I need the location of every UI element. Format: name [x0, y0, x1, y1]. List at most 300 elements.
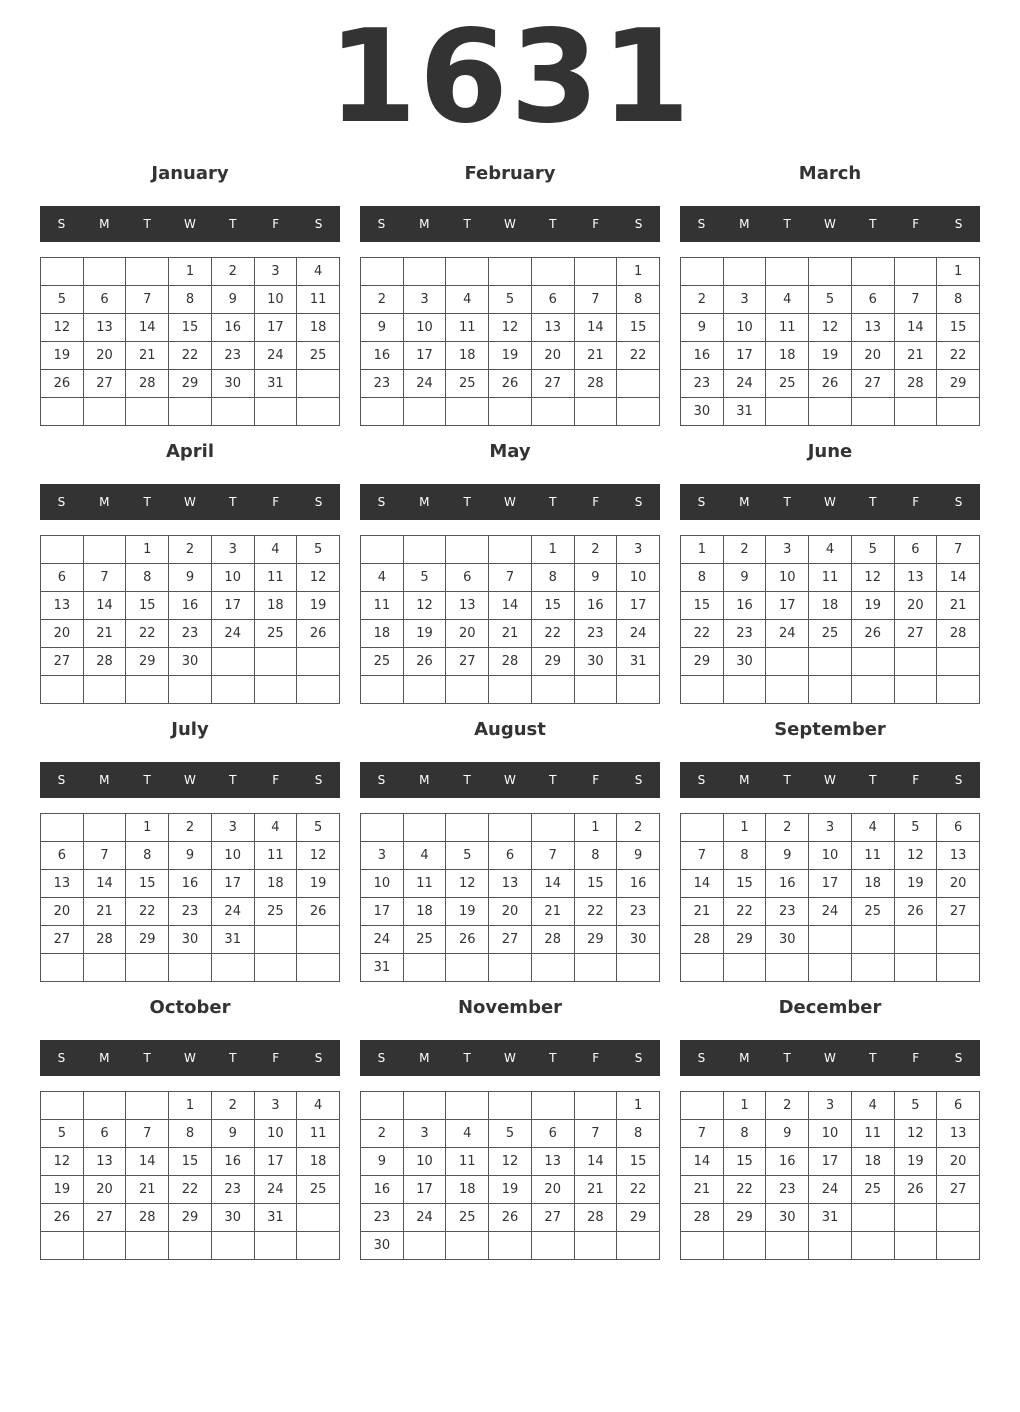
day-cell: 30 [169, 648, 212, 676]
day-cell: 25 [255, 620, 298, 648]
empty-day-cell [169, 1232, 212, 1260]
day-cell: 6 [84, 286, 127, 314]
day-cell: 23 [724, 620, 767, 648]
empty-day-cell [766, 676, 809, 704]
days-grid [360, 813, 660, 982]
weekday-label: F [912, 495, 920, 509]
days-grid [680, 1091, 980, 1260]
day-cell: 26 [489, 370, 532, 398]
day-cell: 17 [809, 870, 852, 898]
weekday-label: F [272, 773, 280, 787]
day-cell: 13 [895, 564, 938, 592]
weekday-label: S [954, 1051, 963, 1065]
day-cell: 20 [532, 1176, 575, 1204]
day-cell: 23 [361, 370, 404, 398]
empty-day-cell [404, 1092, 447, 1120]
day-cell: 14 [532, 870, 575, 898]
day-cell: 5 [41, 1120, 84, 1148]
weekday-label: S [634, 217, 643, 231]
day-cell: 9 [361, 1148, 404, 1176]
empty-day-cell [681, 954, 724, 982]
empty-day-cell [852, 954, 895, 982]
empty-day-cell [41, 536, 84, 564]
empty-day-cell [212, 398, 255, 426]
empty-day-cell [404, 954, 447, 982]
day-cell: 25 [404, 926, 447, 954]
day-cell: 1 [575, 814, 618, 842]
day-cell: 11 [297, 1120, 340, 1148]
day-cell: 29 [681, 648, 724, 676]
empty-day-cell [766, 648, 809, 676]
weekday-label: M [99, 495, 110, 509]
day-cell: 7 [681, 842, 724, 870]
month-october [40, 990, 340, 1260]
month-december [680, 990, 980, 1260]
weekday-label: S [314, 217, 323, 231]
empty-day-cell [255, 648, 298, 676]
day-cell: 14 [126, 1148, 169, 1176]
day-cell: 19 [852, 592, 895, 620]
empty-day-cell [937, 926, 980, 954]
day-cell: 8 [724, 842, 767, 870]
weekday-label: F [912, 773, 920, 787]
day-cell: 2 [169, 814, 212, 842]
day-cell: 7 [895, 286, 938, 314]
day-cell: 2 [724, 536, 767, 564]
day-cell: 14 [84, 592, 127, 620]
day-cell: 11 [255, 564, 298, 592]
day-cell: 23 [169, 620, 212, 648]
year-title: 1631 [327, 3, 693, 152]
empty-day-cell [937, 398, 980, 426]
empty-day-cell [617, 676, 660, 704]
day-cell: 5 [809, 286, 852, 314]
empty-day-cell [681, 258, 724, 286]
day-cell: 26 [41, 1204, 84, 1232]
empty-day-cell [809, 398, 852, 426]
empty-day-cell [41, 1232, 84, 1260]
weekday-header [680, 206, 980, 242]
empty-day-cell [361, 258, 404, 286]
weekday-label: W [504, 495, 516, 509]
day-cell: 15 [937, 314, 980, 342]
weekday-label: W [504, 217, 516, 231]
day-cell: 11 [255, 842, 298, 870]
empty-day-cell [255, 676, 298, 704]
day-cell: 10 [212, 564, 255, 592]
day-cell: 2 [681, 286, 724, 314]
day-cell: 12 [809, 314, 852, 342]
day-cell: 2 [212, 258, 255, 286]
day-cell: 21 [532, 898, 575, 926]
month-name: December [778, 997, 882, 1018]
day-cell: 28 [895, 370, 938, 398]
empty-day-cell [724, 676, 767, 704]
day-cell: 10 [404, 1148, 447, 1176]
day-cell: 11 [809, 564, 852, 592]
day-cell: 24 [361, 926, 404, 954]
day-cell: 15 [724, 870, 767, 898]
day-cell: 4 [297, 1092, 340, 1120]
empty-day-cell [489, 398, 532, 426]
day-cell: 19 [895, 1148, 938, 1176]
day-cell: 25 [446, 370, 489, 398]
day-cell: 15 [169, 1148, 212, 1176]
weekday-label: F [912, 1051, 920, 1065]
day-cell: 18 [852, 870, 895, 898]
day-cell: 15 [169, 314, 212, 342]
day-cell: 23 [575, 620, 618, 648]
empty-day-cell [84, 1092, 127, 1120]
weekday-header [40, 484, 340, 520]
day-cell: 21 [575, 1176, 618, 1204]
month-name: June [807, 441, 853, 462]
empty-day-cell [84, 258, 127, 286]
day-cell: 4 [255, 814, 298, 842]
day-cell: 26 [446, 926, 489, 954]
weekday-label: S [314, 1051, 323, 1065]
empty-day-cell [489, 954, 532, 982]
day-cell: 12 [489, 1148, 532, 1176]
day-cell: 15 [575, 870, 618, 898]
empty-day-cell [617, 398, 660, 426]
empty-day-cell [852, 648, 895, 676]
month-name: January [151, 163, 229, 184]
month-name: October [149, 997, 231, 1018]
day-cell: 8 [532, 564, 575, 592]
weekday-header [680, 1040, 980, 1076]
empty-day-cell [126, 676, 169, 704]
weekday-label: T [549, 495, 557, 509]
day-cell: 5 [297, 536, 340, 564]
day-cell: 13 [532, 314, 575, 342]
day-cell: 19 [297, 592, 340, 620]
day-cell: 4 [361, 564, 404, 592]
weekday-label: T [143, 1051, 151, 1065]
day-cell: 11 [446, 314, 489, 342]
day-cell: 9 [617, 842, 660, 870]
empty-day-cell [617, 1232, 660, 1260]
weekday-label: T [783, 495, 791, 509]
day-cell: 15 [681, 592, 724, 620]
empty-day-cell [255, 398, 298, 426]
days-grid [40, 257, 340, 426]
day-cell: 6 [532, 1120, 575, 1148]
day-cell: 31 [724, 398, 767, 426]
empty-day-cell [575, 1092, 618, 1120]
empty-day-cell [212, 648, 255, 676]
day-cell: 2 [766, 814, 809, 842]
day-cell: 17 [617, 592, 660, 620]
day-cell: 13 [446, 592, 489, 620]
empty-day-cell [532, 258, 575, 286]
day-cell: 24 [212, 620, 255, 648]
day-cell: 3 [404, 286, 447, 314]
day-cell: 22 [681, 620, 724, 648]
weekday-label: F [592, 217, 600, 231]
empty-day-cell [681, 814, 724, 842]
empty-day-cell [297, 398, 340, 426]
day-cell: 17 [361, 898, 404, 926]
day-cell: 21 [937, 592, 980, 620]
day-cell: 13 [532, 1148, 575, 1176]
empty-day-cell [41, 954, 84, 982]
month-january [40, 156, 340, 426]
day-cell: 19 [297, 870, 340, 898]
day-cell: 24 [404, 1204, 447, 1232]
day-cell: 26 [895, 898, 938, 926]
day-cell: 22 [937, 342, 980, 370]
day-cell: 9 [212, 1120, 255, 1148]
day-cell: 7 [126, 1120, 169, 1148]
day-cell: 26 [297, 620, 340, 648]
day-cell: 2 [361, 286, 404, 314]
empty-day-cell [852, 1204, 895, 1232]
day-cell: 14 [681, 1148, 724, 1176]
day-cell: 10 [766, 564, 809, 592]
day-cell: 22 [724, 1176, 767, 1204]
day-cell: 6 [937, 814, 980, 842]
day-cell: 29 [532, 648, 575, 676]
day-cell: 14 [84, 870, 127, 898]
day-cell: 10 [809, 842, 852, 870]
day-cell: 18 [852, 1148, 895, 1176]
day-cell: 2 [617, 814, 660, 842]
day-cell: 6 [532, 286, 575, 314]
empty-day-cell [446, 1092, 489, 1120]
day-cell: 30 [617, 926, 660, 954]
day-cell: 9 [766, 842, 809, 870]
weekday-label: T [783, 217, 791, 231]
day-cell: 14 [681, 870, 724, 898]
day-cell: 31 [617, 648, 660, 676]
day-cell: 25 [297, 342, 340, 370]
day-cell: 15 [126, 592, 169, 620]
day-cell: 30 [575, 648, 618, 676]
empty-day-cell [404, 258, 447, 286]
weekday-label: M [739, 773, 750, 787]
day-cell: 8 [617, 1120, 660, 1148]
day-cell: 3 [255, 1092, 298, 1120]
day-cell: 20 [41, 620, 84, 648]
weekday-label: F [592, 1051, 600, 1065]
empty-day-cell [404, 398, 447, 426]
day-cell: 10 [212, 842, 255, 870]
day-cell: 20 [937, 1148, 980, 1176]
day-cell: 26 [809, 370, 852, 398]
day-cell: 4 [297, 258, 340, 286]
weekday-label: W [184, 1051, 196, 1065]
weekday-label: S [954, 773, 963, 787]
day-cell: 7 [681, 1120, 724, 1148]
empty-day-cell [681, 1232, 724, 1260]
day-cell: 20 [852, 342, 895, 370]
days-grid [680, 813, 980, 982]
day-cell: 6 [41, 564, 84, 592]
day-cell: 16 [575, 592, 618, 620]
empty-day-cell [724, 1232, 767, 1260]
empty-day-cell [852, 398, 895, 426]
day-cell: 24 [617, 620, 660, 648]
days-grid [40, 813, 340, 982]
empty-day-cell [297, 676, 340, 704]
day-cell: 30 [681, 398, 724, 426]
day-cell: 14 [895, 314, 938, 342]
day-cell: 30 [361, 1232, 404, 1260]
empty-day-cell [84, 676, 127, 704]
empty-day-cell [489, 258, 532, 286]
day-cell: 1 [724, 814, 767, 842]
day-cell: 3 [724, 286, 767, 314]
day-cell: 12 [41, 1148, 84, 1176]
day-cell: 12 [895, 842, 938, 870]
day-cell: 15 [532, 592, 575, 620]
day-cell: 3 [809, 814, 852, 842]
month-september [680, 712, 980, 982]
day-cell: 25 [852, 1176, 895, 1204]
weekday-header [40, 762, 340, 798]
empty-day-cell [212, 1232, 255, 1260]
day-cell: 2 [766, 1092, 809, 1120]
day-cell: 29 [575, 926, 618, 954]
day-cell: 18 [255, 592, 298, 620]
day-cell: 30 [212, 1204, 255, 1232]
day-cell: 24 [404, 370, 447, 398]
weekday-label: W [824, 1051, 836, 1065]
empty-day-cell [169, 398, 212, 426]
day-cell: 12 [489, 314, 532, 342]
day-cell: 17 [766, 592, 809, 620]
day-cell: 2 [361, 1120, 404, 1148]
weekday-header [360, 1040, 660, 1076]
day-cell: 3 [361, 842, 404, 870]
day-cell: 11 [446, 1148, 489, 1176]
empty-day-cell [895, 1232, 938, 1260]
day-cell: 21 [895, 342, 938, 370]
empty-day-cell [361, 676, 404, 704]
weekday-label: M [739, 217, 750, 231]
day-cell: 1 [617, 258, 660, 286]
day-cell: 21 [681, 1176, 724, 1204]
empty-day-cell [937, 648, 980, 676]
weekday-header [360, 206, 660, 242]
weekday-label: W [504, 773, 516, 787]
day-cell: 27 [532, 1204, 575, 1232]
weekday-label: T [869, 495, 877, 509]
empty-day-cell [895, 676, 938, 704]
day-cell: 4 [404, 842, 447, 870]
day-cell: 28 [937, 620, 980, 648]
weekday-label: S [377, 217, 386, 231]
month-name: April [165, 441, 215, 462]
weekday-label: M [99, 217, 110, 231]
day-cell: 1 [724, 1092, 767, 1120]
day-cell: 25 [255, 898, 298, 926]
day-cell: 16 [766, 1148, 809, 1176]
weekday-label: T [783, 1051, 791, 1065]
day-cell: 13 [41, 592, 84, 620]
weekday-label: S [697, 1051, 706, 1065]
weekday-label: T [143, 217, 151, 231]
empty-day-cell [126, 258, 169, 286]
weekday-label: S [314, 495, 323, 509]
day-cell: 22 [724, 898, 767, 926]
month-april [40, 434, 340, 704]
day-cell: 13 [937, 842, 980, 870]
empty-day-cell [297, 926, 340, 954]
day-cell: 11 [852, 1120, 895, 1148]
day-cell: 20 [84, 1176, 127, 1204]
day-cell: 5 [41, 286, 84, 314]
day-cell: 21 [575, 342, 618, 370]
empty-day-cell [297, 1204, 340, 1232]
weekday-label: S [697, 217, 706, 231]
day-cell: 4 [852, 814, 895, 842]
weekday-label: T [463, 217, 471, 231]
day-cell: 7 [575, 1120, 618, 1148]
day-cell: 9 [681, 314, 724, 342]
day-cell: 21 [84, 620, 127, 648]
empty-day-cell [255, 1232, 298, 1260]
empty-day-cell [126, 1232, 169, 1260]
days-grid [40, 535, 340, 704]
day-cell: 31 [212, 926, 255, 954]
day-cell: 22 [126, 898, 169, 926]
day-cell: 26 [895, 1176, 938, 1204]
day-cell: 26 [297, 898, 340, 926]
day-cell: 9 [766, 1120, 809, 1148]
day-cell: 5 [489, 1120, 532, 1148]
weekday-label: T [229, 495, 237, 509]
day-cell: 27 [41, 926, 84, 954]
month-march [680, 156, 980, 426]
day-cell: 7 [84, 564, 127, 592]
day-cell: 9 [169, 842, 212, 870]
weekday-label: W [184, 217, 196, 231]
day-cell: 12 [404, 592, 447, 620]
day-cell: 16 [724, 592, 767, 620]
day-cell: 24 [255, 1176, 298, 1204]
day-cell: 23 [361, 1204, 404, 1232]
weekday-label: S [57, 1051, 66, 1065]
empty-day-cell [489, 1092, 532, 1120]
empty-day-cell [361, 814, 404, 842]
weekday-label: W [824, 495, 836, 509]
day-cell: 22 [617, 342, 660, 370]
day-cell: 27 [41, 648, 84, 676]
day-cell: 13 [84, 314, 127, 342]
day-cell: 28 [126, 370, 169, 398]
day-cell: 10 [255, 286, 298, 314]
day-cell: 30 [766, 1204, 809, 1232]
day-cell: 15 [724, 1148, 767, 1176]
day-cell: 6 [84, 1120, 127, 1148]
empty-day-cell [169, 954, 212, 982]
day-cell: 13 [937, 1120, 980, 1148]
day-cell: 5 [895, 814, 938, 842]
day-cell: 20 [446, 620, 489, 648]
empty-day-cell [446, 536, 489, 564]
day-cell: 8 [681, 564, 724, 592]
weekday-label: M [99, 773, 110, 787]
day-cell: 10 [617, 564, 660, 592]
day-cell: 12 [297, 842, 340, 870]
day-cell: 27 [895, 620, 938, 648]
empty-day-cell [895, 1204, 938, 1232]
day-cell: 2 [212, 1092, 255, 1120]
day-cell: 29 [724, 1204, 767, 1232]
day-cell: 1 [681, 536, 724, 564]
